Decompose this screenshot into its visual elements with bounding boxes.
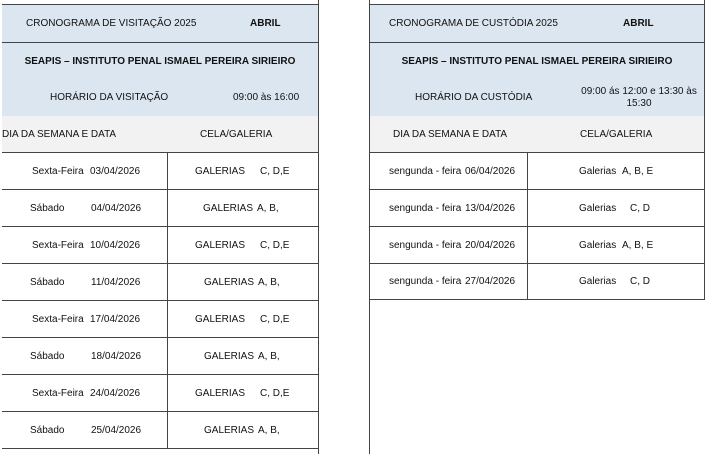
date-cell: 03/04/2026 (90, 165, 141, 177)
date-cell: 13/04/2026 (465, 202, 516, 214)
table-row (370, 153, 704, 190)
day-cell: Sexta-Feira (32, 387, 84, 399)
gallery-label: Galerias (579, 239, 617, 251)
table-row (2, 375, 318, 412)
gallery-label: Galerias (579, 165, 617, 177)
day-cell: Sábado (30, 350, 65, 362)
custody-unit: SEAPIS – INSTITUTO PENAL ISMAEL PEREIRA SIRIEIRO (401, 55, 673, 67)
gallery-label: GALERIAS (203, 202, 254, 214)
table-row (2, 153, 318, 190)
day-cell: Sábado (30, 202, 65, 214)
gallery-letters: C, D,E (260, 313, 290, 325)
gallery-letters: C, D,E (260, 239, 290, 251)
custody-title-row (370, 4, 704, 42)
visitation-table (2, 0, 319, 454)
custody-col-cell: CELA/GALERIA (580, 128, 653, 140)
visitation-col-day: DIA DA SEMANA E DATA (2, 128, 117, 140)
date-cell: 04/04/2026 (91, 202, 142, 214)
gallery-label: GALERIAS (195, 239, 246, 251)
visitation-schedule-value: 09:00 às 16:00 (233, 92, 300, 103)
gallery-label: Galerias (579, 202, 617, 214)
visitation-title-row (2, 4, 318, 42)
table-row (2, 338, 318, 375)
gallery-label: GALERIAS (204, 350, 255, 362)
date-cell: 18/04/2026 (91, 350, 142, 362)
date-cell: 06/04/2026 (465, 165, 516, 177)
date-cell: 25/04/2026 (91, 424, 142, 436)
gallery-letters: A, B, (258, 350, 280, 362)
custody-left-border (369, 300, 370, 454)
gallery-letters: A, B, (258, 276, 280, 288)
date-cell: 27/04/2026 (465, 276, 516, 287)
custody-unit-row (370, 42, 704, 79)
day-cell: sengunda - feira (389, 239, 462, 251)
date-cell: 20/04/2026 (465, 239, 516, 251)
visitation-schedule-row (2, 79, 318, 116)
day-cell: Sexta-Feira (32, 165, 84, 177)
gallery-label: GALERIAS (204, 276, 255, 288)
gallery-label: GALERIAS (195, 313, 246, 325)
visitation-schedule-label: HORÁRIO DA VISITAÇÃO (50, 92, 169, 103)
day-cell: Sábado (30, 424, 65, 436)
visitation-title: CRONOGRAMA DE VISITAÇÃO 2025 (26, 18, 197, 29)
table-row (2, 264, 318, 301)
table-row (370, 227, 704, 264)
day-cell: sengunda - feira (389, 202, 462, 214)
day-cell: Sexta-Feira (32, 313, 84, 325)
table-row (2, 227, 318, 264)
visitation-col-cell: CELA/GALERIA (200, 128, 273, 140)
custody-schedule-label: HORÁRIO DA CUSTÓDIA (415, 92, 533, 103)
day-cell: sengunda - feira (389, 165, 462, 177)
custody-schedule-value: 09:00 ás 12:00 e 13:30 às 15:30 (581, 85, 697, 109)
custody-header-row (370, 116, 704, 153)
gallery-letters: C, D,E (260, 387, 290, 399)
date-cell: 10/04/2026 (90, 239, 141, 251)
day-cell: Sábado (30, 276, 65, 288)
gallery-label: GALERIAS (204, 424, 255, 436)
gallery-label: GALERIAS (195, 387, 246, 399)
visitation-month: ABRIL (250, 18, 281, 29)
custody-schedule-row (370, 79, 704, 116)
gallery-letters: A, B, (257, 202, 279, 214)
custody-month: ABRIL (623, 18, 654, 29)
date-cell: 11/04/2026 (91, 276, 141, 288)
day-cell: Sexta-Feira (32, 239, 84, 251)
visitation-unit-row (2, 42, 318, 79)
gallery-label: GALERIAS (195, 165, 246, 177)
visitation-header-row (2, 116, 318, 153)
gallery-label: Galerias (579, 276, 617, 287)
table-row (2, 301, 318, 338)
table-row (2, 190, 318, 227)
table-row (370, 264, 704, 300)
date-cell: 24/04/2026 (90, 387, 141, 399)
gallery-letters: C, D,E (260, 165, 290, 177)
day-cell: sengunda - feira (389, 276, 462, 287)
date-cell: 17/04/2026 (90, 313, 141, 325)
gallery-letters: C, D (630, 202, 650, 214)
table-row (2, 412, 318, 449)
custody-col-day: DIA DA SEMANA E DATA (393, 128, 508, 140)
gallery-letters: A, B, E (622, 165, 654, 177)
custody-title: CRONOGRAMA DE CUSTÓDIA 2025 (389, 18, 558, 29)
gallery-letters: C, D (630, 276, 650, 287)
table-row (370, 190, 704, 227)
gallery-letters: A, B, E (622, 239, 654, 251)
gallery-letters: A, B, (258, 424, 280, 436)
visitation-unit: SEAPIS – INSTITUTO PENAL ISMAEL PEREIRA SIRIEIRO (24, 55, 296, 67)
custody-table (369, 0, 705, 300)
